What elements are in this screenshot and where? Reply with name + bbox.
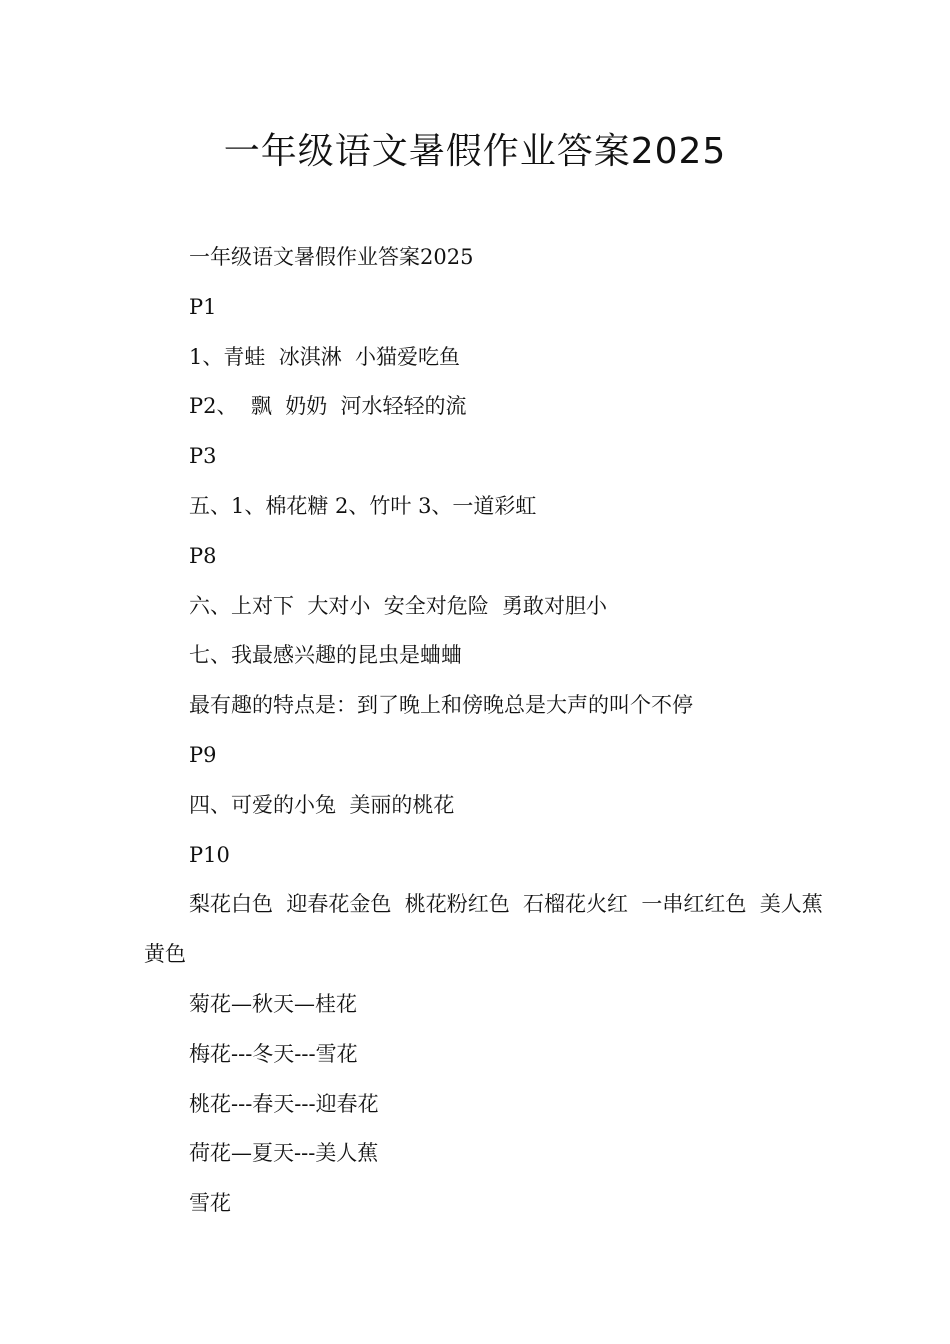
paragraph-answer: 1、青蛙 冰淇淋 小猫爱吃鱼 xyxy=(189,344,461,369)
page-title: 一年级语文暑假作业答案2025 xyxy=(223,131,727,172)
paragraph-p1: P1 xyxy=(189,294,217,319)
document-body xyxy=(144,233,824,1229)
paragraph-p9: P9 xyxy=(189,742,217,767)
paragraph-answer: 最有趣的特点是：到了晚上和傍晚总是大声的叫个不停 xyxy=(189,693,693,718)
paragraph-answer: 梅花---冬天---雪花 xyxy=(189,1041,358,1066)
paragraph-answer: 四、可爱的小兔 美丽的桃花 xyxy=(189,792,455,817)
paragraph-p8: P8 xyxy=(189,543,217,568)
paragraph-p10: P10 xyxy=(189,842,230,867)
paragraph-answer: 雪花 xyxy=(189,1191,231,1216)
paragraph-answer: 梨花白色 迎春花金色 桃花粉红色 石榴花火红 一串红红色 美人蕉黄色 xyxy=(144,892,823,967)
paragraph-answer: 六、上对下 大对小 安全对危险 勇敢对胆小 xyxy=(189,593,608,618)
paragraph-subtitle: 一年级语文暑假作业答案2025 xyxy=(189,245,474,269)
paragraph-p2: P2、 飘 奶奶 河水轻轻的流 xyxy=(189,394,467,419)
paragraph-p3: P3 xyxy=(189,444,217,469)
paragraph-answer: 荷花—夏天---美人蕉 xyxy=(189,1141,379,1166)
paragraph-answer: 菊花—秋天—桂花 xyxy=(189,991,357,1016)
paragraph-answer: 桃花---春天---迎春花 xyxy=(189,1091,379,1116)
paragraph-answer: 七、我最感兴趣的昆虫是蛐蛐 xyxy=(189,643,462,668)
paragraph-answer: 五、1、棉花糖 2、竹叶 3、一道彩虹 xyxy=(189,493,537,518)
